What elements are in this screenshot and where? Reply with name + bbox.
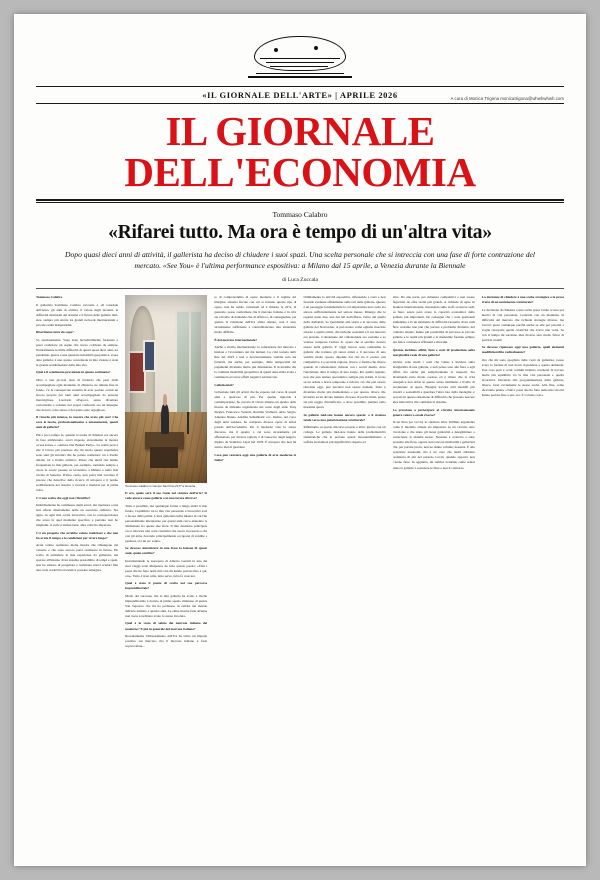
masthead-rule-thin [36,202,564,203]
paragraph: Molto del successo che la mia galleria ha avuto a livello imprenditoriale è dovuto al primo spazio milanese di piazza San Sepolcro che mi ha permesso di esibire nel mondo dell'arte italiano a quattro anni. Le sinne mostre fatte all'enne non avete scordinare avuto lo stesso incontro. [125,593,208,618]
paragraph: to di compravendita di opere moderne e il regime del margine, sistema fiscale con cui si trattano questo tipo di opere, non ha subito variazioni ed è rimasto al 22%. In generale, posso confermare che il mercato italiano è in crisi sia a livello di domanda che di offerta e, di conseguenza, per quanto la riduzione dell'Iva abbia aiutato, non è stata sicuramente sufficiente a controbilanciare una situazione molto difficile. [214,295,297,335]
paragraph: altre. Da una parte, per rimanere competitivi e non essere fagocitati da altre realtà più grandi, si richiede di agire in maniera internazionale, investendo sullo staff, su nuove sedi, su fiere, senza però avere la capacità economica delle gallerie più importanti. Ne consegue che i costi gestionali aumentino e in un momento di difficoltà l'assenza di un cash flow costante non può che portare a problemi. Pertanto, nel contesto attuale, hanno più possibilità di successo le piccole gallerie e le realtà più grandi e le medesime faranno sempre più fatica a rimanere efficienti e rilevanti. [392,295,475,345]
question: Se dovesse ripensare oggi una galleria, quali elementi modificherebbe radicalmente? [481,345,564,355]
article-columns [36,295,564,831]
article-standfirst: Dopo quasi dieci anni di attività, il gallerista ha deciso di chiudere i suoi spazi. Una scelta personale che si intreccia con una fase di forte contrazione del mercato. «See You» è l'ultima performance espositiva: a Milano dal 15 aprile, a Venezia durante la Biennale [65,250,535,270]
paragraph: Alcuni, sono molti i costi che vanno a incidere sulla marginalità di una galleria, e non penso solo alle fiere o agli affitti, ma anche più semplicemente ai trasporti. Sta diventando tutto molto costoso ed è chiaro che la crisi energetica non abbia in questo senso nemmeno a livello di produzione di opere. Bisogna trovare altri modelli più elastici e sostenibili a guardare l'altro lato della medaglia: è proprio in questo situazione di difficoltà che possono nascere idee innovative che cambiano il sistema. [392,360,475,405]
paragraph: Ottimamente la attività espositiva, riflessendo i costi e non facendo evidente affidamento sulle reti delle gallerie. Questo è un passaggio fondamentale la cui importanza non credo sia ancora sufficientemente nel settore messo. Ritengo che le regioni siano due, una dai lati dell'offerta, l'altro dai quella della domanda. So guardiamo alla storia e al successo delle gallerie del Novecento, si può notare come ognuna riuscisse attorno a quello artisti, che univano sostenuti e li sui mercato era protetto. L'attenzione del collezionista era costante e sa volesse comprare l'artista X. opera che si sarebbe dovuto essere nella galleria Y. Oggi invece sono tantissime le gallerie che trattano gli stessi artisti e il successo di una vendita molto spesso dipende dai che ha il prezzo più competitivo. La seconda ragione, invece, è fornita che invece quando di collezionisti, rimaste con i social media, deve l'attenzione dura il tempo di uno swipe. Per quella ragione, non che può tentare speculativo sempre più ridotti, il focus su un artista a breve temporale è ridotto: ciò che può essere rilevante oggi, può lasciarsi non essere domani. Tutto è diventato molto più momentaneo e per questo, invece che investire su un dovuto numero di opere di pochi artisti, penso sia più saggio diversificare, a dove possibile, puntare sulla massima quota. [303,295,386,410]
masthead-kicker-bar [36,86,564,104]
text-column-6 [482,295,564,831]
question: Il ricordo più intenso, la mostra che avete più sua? Che cosa le lascia, professionalmente e umanamente, questi anni di galleria? [36,415,119,430]
text-column-3 [214,295,296,831]
text-column-2 [125,295,207,831]
masthead-kicker-text: «IL GIORNALE DELL'ARTE» | APRILE 2026 [202,89,398,100]
masthead-logo-wrap [36,30,564,82]
paragraph: Oltre a una piccola dose di tristezza che pesa della accompagnare ogni momento di chiusura, ne rimane fine in fondo, c'è la consapevole serenità di aver portato avanti un lavoro proprio per tanti anni accompagnato da persone meravigliose. Lasciarlo all'epoca, senso diventare caricaturale o soltanto noi propri confronti, era un impegno che dovevo a me stesso e dei quale sono orgoglioso. [36,377,119,412]
masthead-credit: A cura di Monica Trigona monicatrigona@whwhwhwh.com [450,95,564,101]
question: In gallerie mid-size hanno ancora spazio: o il sistema tende verso una polarizzazione strutturale? [303,412,386,422]
column-1-lead-name: Tommaso Calabro [36,295,63,299]
question: Qual è il sentimento prevalente in questo settimana? [36,370,111,375]
article-overline: Tommaso Calabro [272,210,328,219]
paragraph: Avrei voluto realizzare molte mostre che rimangono nel cassetto e che sono ancora potrà realizzare in futuro. Ho scelto di terminare la mia esperienza da gallerista, ma sperare all'interno di un sistema prestabilito di tempi e spazi, non ho smesso di progettare e realizzare nuovi scenari fino una certa creatività ed estetica possano emergere. [36,543,119,573]
question: Collezionisti? [214,382,234,387]
paragraph: Sì, assolutamente. Sono state incredibilmente fortunate a poter realizzare un sogno che avevo coltivato da sempre. Naturalmente le mille difficoltà di questi quasi dieci anni, tra pandemia, guerre e una generale instabilità geopolitica, avere dato galleria; è uno spazio concettuale in mia visione è stata la grande soddisfazione della mia vita. [36,337,119,367]
question: C'è un progetto che avrebbe voluto realizzare e che non ha avuto il tempo o le condizioni per vivere luogo? [36,530,119,540]
article-headline: «Rifarei tutto. Ma ora è tempo di un'altra vita» [108,222,492,243]
paragraph: Il gallerista Tommaso Calabro racconta a «Il Giornale dell'Arte» gli anni di attività, il valore degli incontri, le difficoltà strutturali del sistema e il futuro delle gallerie mid-size, sempre più strette tra grandi network internazionali e piccole realtà indipendenti. [36,302,119,327]
question: Qual è stato il punto di svolta nel suo percorso imprenditoriale? [125,581,208,591]
question: Cosa può resistere oggi una galleria di arte moderna in Italia? [214,452,297,462]
paragraph: Indubbiamente ho commesso degli errori, ma ripensare a una non riferei direttamente nelle un esercizio stilistico. Sto agito, in ogni mia scelta lavorativa, con la consapevolezza che avere in quel momento specifico e pertanto non ho rimpianti. A volte è andata bene, altre volte ho imparato. [36,503,119,528]
question: Quanto incidono affitti, fiere e costi di produzione sulla marginalità reale di una galleria? [392,347,475,357]
text-column-4 [303,295,385,831]
question: C'è una scelta che oggi non rifarebbe? [36,495,91,500]
newspaper-page [14,14,586,866]
paragraph: Collezione tutti gli artisti che ho esposto nel corso di questi anni a qualcosa di più. Per quanto riguarda il contemporaneo, ho cercato di vivere almeno un quadro delle mostre da abbiamo organizzato nel corso degli anni. Tony Ziegler, Francesco Vezzoli, Romina Vermont, Aldo Sergio, Amedeo Nunes, Adelina Sellembatic ecc. Inoltre, nel corso degli anni vendere, ho comprato diverse opere di artisti passati dall'Accademia. Per il moderno vale lo stesso discorso, ma il quadro a cui sono sicuramente più affezionato, per diverse ragioni, è di Gnoscico degli Angolo, dipinto da Stanislao Lepri nel 1978. È un'opera che non mi stanco mai di guardare. [214,390,297,450]
question: Se dovesse sintetizzare in una frase la lezione di questi anni, quale sarebbe? [125,546,208,556]
text-column-1 [36,295,118,831]
paragraph: La decisione di chiudere e una scelta presa l'anno scorso per motivi di vita personale. Coincide con un momento di difficoltà del mercato che richiede strategie diverse, ma l'averci presa comunque perché anche se alle per priorità a voglia riscoprire quella creatività che avevo una volta. Se con il tempo mi sarranno idee diverse sarò molto felice di portarle avanti! [481,307,564,342]
masthead-rule-thick [36,199,564,201]
paragraph: Anche a livello internazionale la contrazione del mercato è iniziata e l'avvennuta dei dai numeri. La crisi tornata dalla fine del 2023 e non è necessariamente visibile sola dai fatturati, ma anche, per esempio, dalle temporalità dei pagamenti diventate molto più dilazionate. Il ricettabile che la continua instabilità geopolitica di questi anni abbia avuto e continuerà ad avere effetti negativi sul mercato. [214,345,297,380]
gallery-interior-photo [125,295,207,483]
paragraph: Recentemente l'abbassamento dell'Iva ha avuto un impatto positivo sul mercato, ma il mercato italiano è farto sopravvaluta... [125,634,208,649]
text-column-5 [393,295,475,831]
photo-caption: Tommaso Calabro in Campo San Polo 2177 a Venezia [125,483,196,488]
paragraph: In un libro per Covid, lo studioso Olav Velthuis argomenta come il modello attuale sia impostato su un circuito auto circolante e che siano gli stessi gallerristi a delegittimare a partecipare al sistema stesso. Nessuno è costretto a stare presente alle fiere, oppure sono ancora moltissimi i gallerristi che, per portate prove, non ne danno volume: nessuna. È una posizione autonomi, ma è un caso che molti abbiamo realizzato di più nel periodo Covid, quando apparve non c'erano fiere. In aggiunta, mi sembra evidente come ormai siano le gallerie a sostenere le fiere e non il contrario. [392,420,475,470]
headline-rule [36,288,564,289]
paragraph: Riflettiamo su questo discorso proprio è altro: giorno con un collega. Le gallerie mid-size hanno delle problematicità sistematiche che le portano questi insostenibilmente a soffrire in maniera più significativa rispetto ad [303,425,386,445]
paragraph: Più a poco tempo fa, quando la scelta di chiudere era ancora in fase embrionale, avevi risposto sicuramente la mostra «Casa Iolas» o «Amore Dei Balkan Party». La realtà però è che il lavoro più prezioso che mi lascia questa esperienza sono stati gli incontri che ho potuto realizzare: un a livello umano tra a livello artistico. Penso che molti che hanno frequentato le mie gallerie, per esempio, tornando sempre a cuore le scorte passate in terrazzino a Milano o nella mia cucina di Venezia. D'altro canto, non potrà mai scordare il piacere che detective della ricerca di un'opera e il nonno soddisfazione nel riuscire a trovarla e metterla per la prima volta. [36,432,119,493]
article-byline: di Luca Zuccala [281,277,319,283]
paragraph: Incrementando le sue/opera di Alberto Garutti in uno dei suoi viaggi versi Malpensa, ho letto questo parola: «Tutti i passi che ho fatto nella mia vita mi hanno portato fino a qui, ora». Tutto è stato utile, tutto serve, tutto fa crescere. [125,558,208,578]
question: Qual è lo stato di salute dei mercato italiano dei moderno? E più in generale del mercato italiano? [125,621,208,631]
question: È del mercato internazionale? [214,337,258,342]
newspaper-masthead-engraving-icon [240,32,360,82]
question: Il ora, quale sarà il suo ruolo nel sistema dell'arte? Si vede ancora come galleria o in una forma diversa? [125,491,208,501]
question: Ritorniamo tutto da capo? [36,330,74,335]
question: La pressione a partecipare al circuito internazionale genera valore o erode risorse? [392,407,475,417]
question: La decisione di chiudere è una scelta strategica o la presa d'atto di un mutamento strutturale? [481,295,564,305]
article-photo-block [125,295,207,488]
masthead-title: IL GIORNALE DELL'ECONOMIA [124,107,476,195]
paragraph: Tutto è possibile, ma qualunque forma a lungo andrà il mio futuro, l'equilibrio tra la mia vita personale e lavorativa sarà a favore della prima. L'area gallerista nella misura in cui l'ho personalmente interpretato per questi anni cerca annodato la distinzione tra queste due sfere. Il mio desiderio principale ora è ritrovare una certa creatività che avevo in passato e che con gli anni, dovendo principalmente occuparsi di vendite e gestioni, si è un po' sopita. [125,503,208,543]
paragraph: Ora che mi sono spogliato delle vesti da gallerista, posso avere la fortuna di non dover rispondere a questa domanda. Una cosa però è certa: termini indietro cercherei di trovare molta più equilibrio tra la mia vita personale e quella lavorativa. Dovendo alla programmazione della galleria, invece, farei ovviamente le stesse scelte. Alla fine, come dicevamo prima, «Tutti i passi che ho fatto nella mia vita mi hanno portato fino a qui, ora. E va bene così.» [481,357,564,397]
